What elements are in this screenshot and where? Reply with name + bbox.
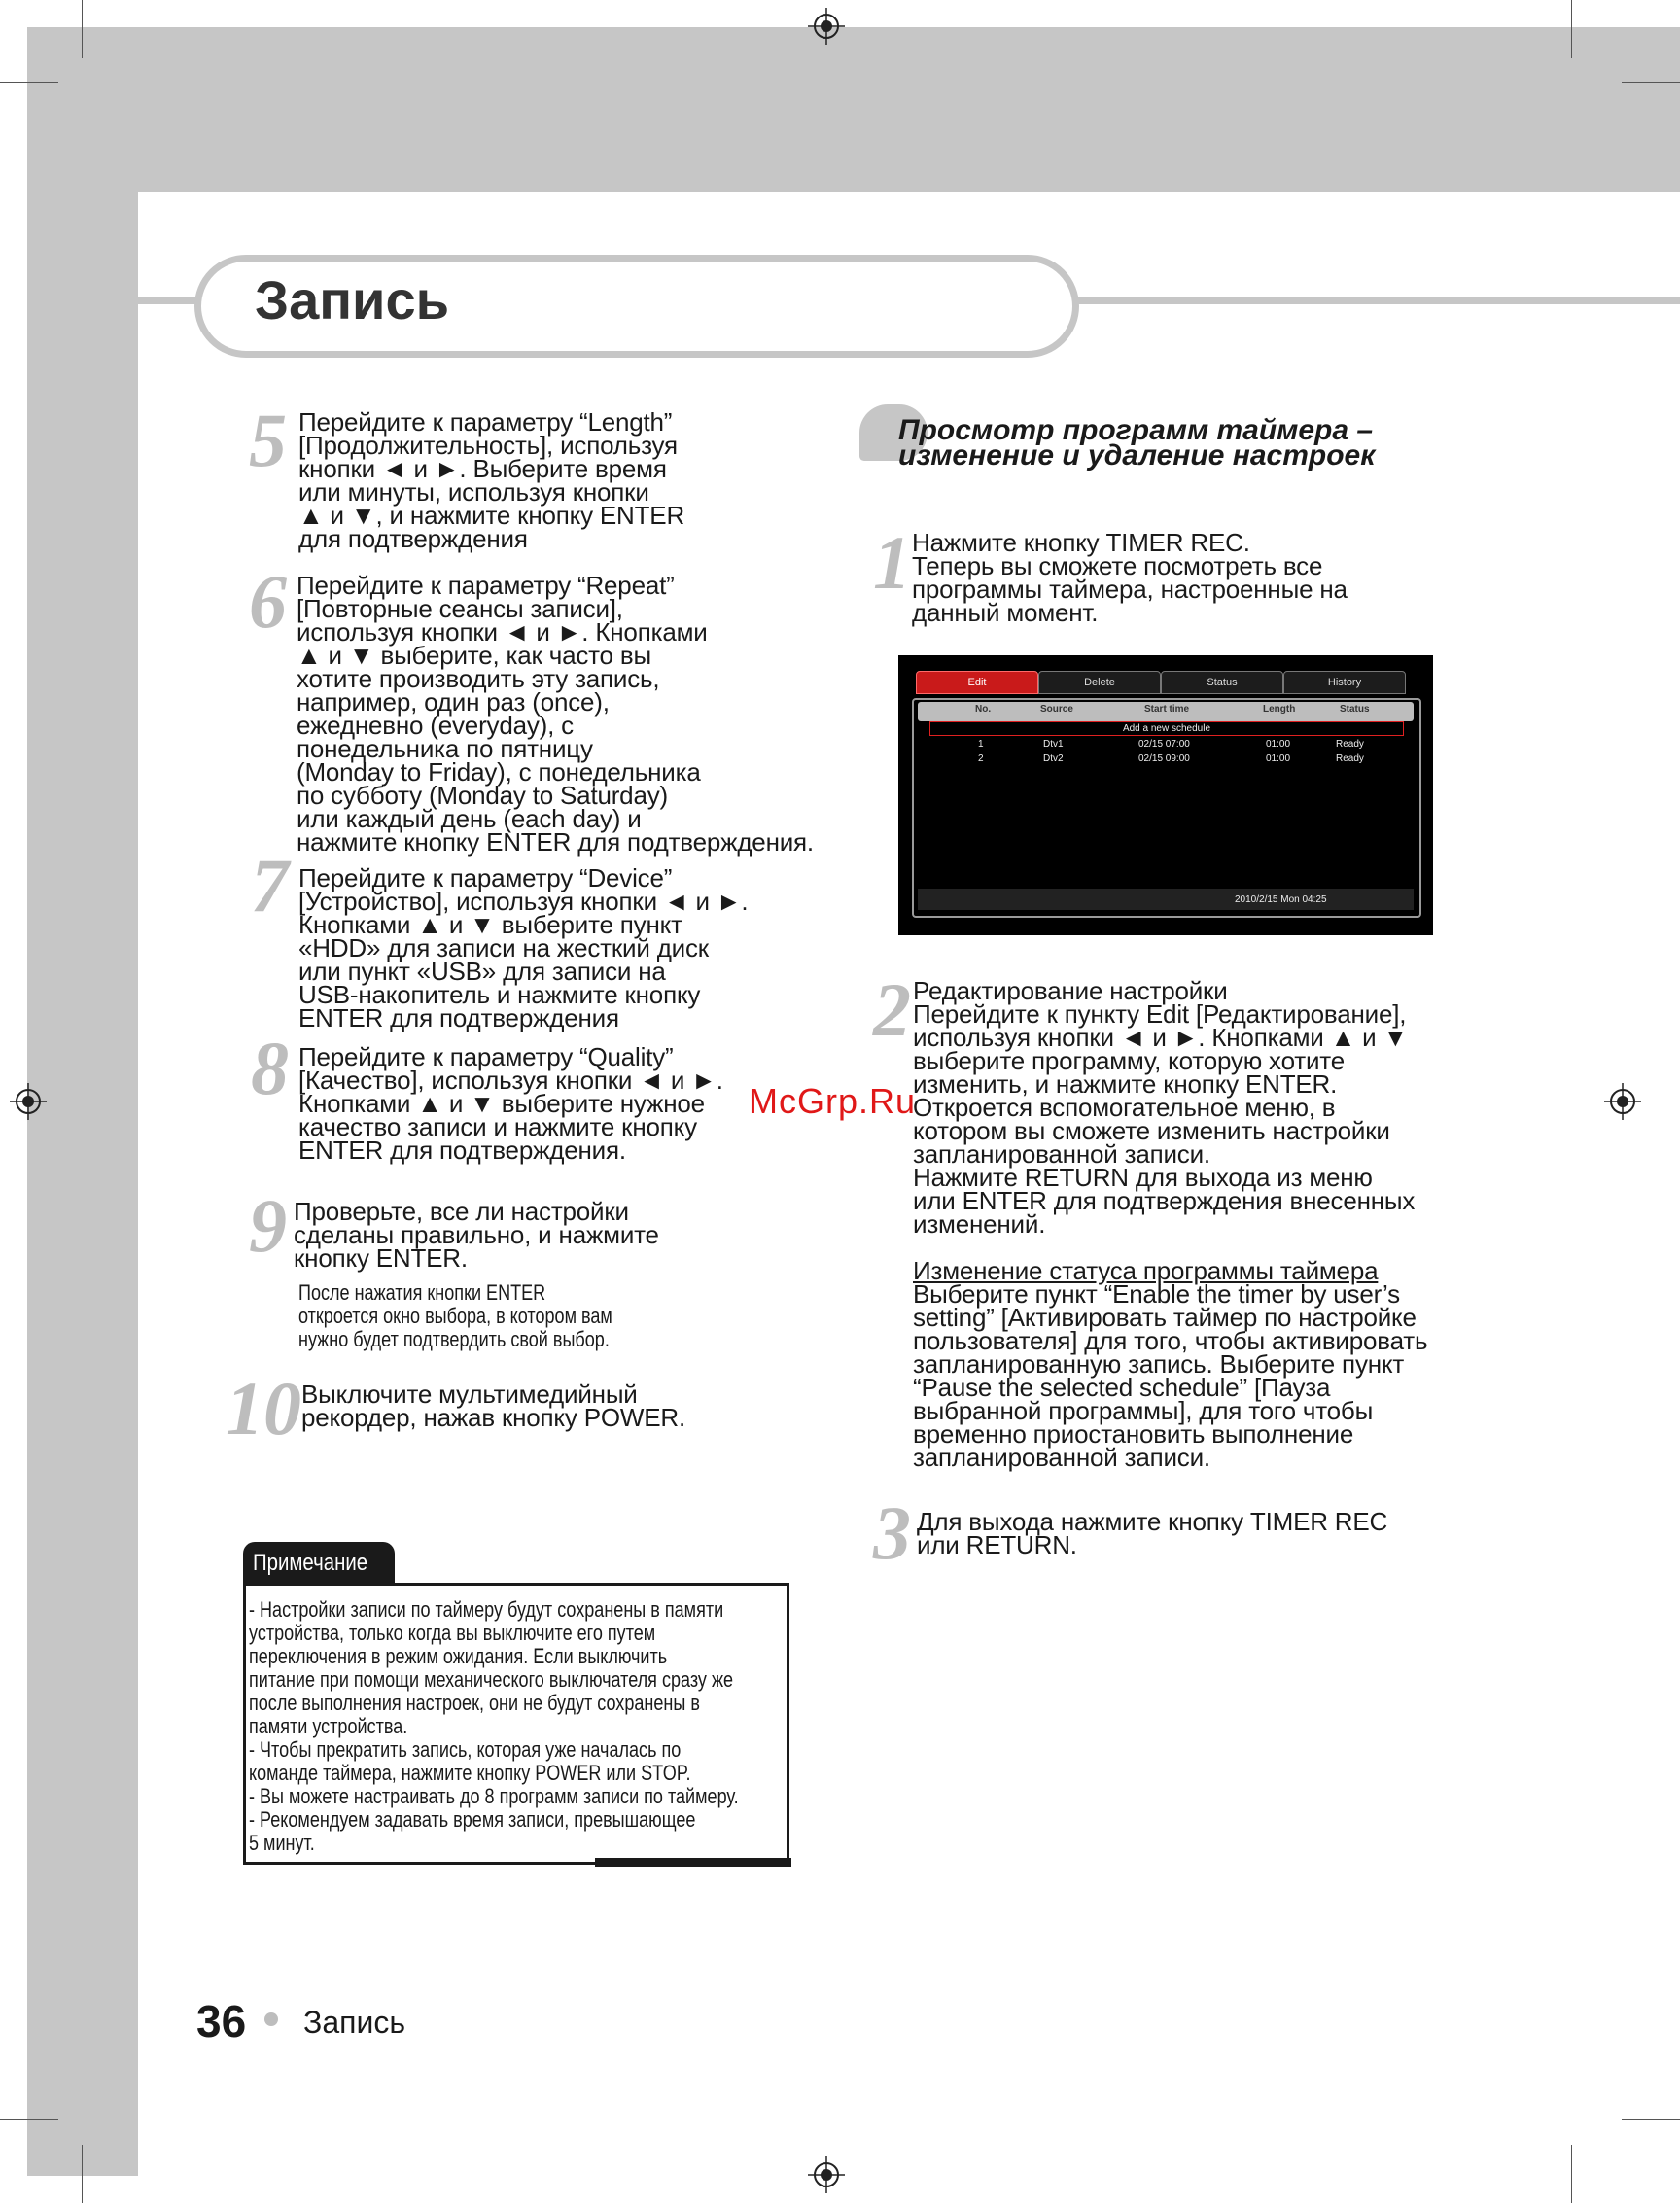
- registration-mark-icon: [808, 8, 845, 45]
- status-heading: Изменение статуса программы таймера: [913, 1256, 1379, 1285]
- page-title: Запись: [255, 269, 450, 331]
- status-text: Выберите пункт “Enable the timer by user’s setting” [Активировать таймер по настройке пользователя] для того, чтобы активировать запланированную запись. Выберите пункт “Pause the selected schedule” [Пауза выбранной программы], для того чтобы временно приостановить выполнение запланированной записи.: [913, 1279, 1428, 1472]
- column-no: No.: [975, 704, 992, 715]
- tab-history[interactable]: History: [1283, 671, 1406, 694]
- step-number: 5: [249, 398, 287, 482]
- add-schedule-row[interactable]: Add a new schedule: [929, 721, 1404, 736]
- note-label: [243, 1542, 395, 1585]
- tab-edit[interactable]: Edit: [916, 671, 1038, 694]
- table-cell: 02/15 07:00: [1138, 739, 1190, 750]
- section-title: Просмотр программ таймера – изменение и удаление настроек: [898, 414, 1376, 472]
- title-rule-left: [138, 297, 196, 304]
- step-text: Перейдите к параметру “Device” [Устройство], используя кнопки ◄ и ►. Кнопками ▲ и ▼ выберите пункт «HDD» для записи на жесткий диск или пункт «USB» для записи на USB-накопитель и нажмите кнопку ENTER для подтверждения: [298, 863, 749, 1032]
- column-start-time: Start time: [1144, 704, 1190, 715]
- crop-mark: [82, 0, 83, 58]
- step-subnote: После нажатия кнопки ENTER откроется окно выбора, в котором вам нужно будет подтвердить свой выбор.: [298, 1280, 612, 1351]
- step-number: 9: [249, 1183, 287, 1268]
- step-text: Для выхода нажмите кнопку TIMER REC или RETURN.: [917, 1507, 1388, 1559]
- step-number: 10: [226, 1366, 301, 1451]
- note-label-text: Примечание: [253, 1550, 368, 1576]
- title-rule-right: [1069, 297, 1680, 304]
- page-number: 36: [196, 1996, 247, 2046]
- note-box-accent: [595, 1858, 791, 1867]
- step-number: 3: [873, 1490, 911, 1575]
- table-cell: 01:00: [1266, 739, 1291, 750]
- note-item: - Рекомендуем задавать время записи, превышающее 5 минут.: [249, 1807, 696, 1855]
- crop-mark: [1571, 2145, 1572, 2203]
- step-text: Нажмите кнопку TIMER REC. Теперь вы сможете посмотреть все программы таймера, настроенные на данный момент.: [912, 528, 1348, 627]
- registration-mark-icon: [10, 1083, 47, 1120]
- crop-mark: [1622, 82, 1680, 83]
- crop-mark: [1571, 0, 1572, 58]
- step-text: Перейдите к параметру “Quality” [Качество], используя кнопки ◄ и ►. Кнопками ▲ и ▼ выберите нужное качество записи и нажмите кнопку ENTER для подтверждения.: [298, 1042, 723, 1165]
- step-text: Выключите мультимедийный рекордер, нажав кнопку POWER.: [301, 1380, 685, 1432]
- step-number: 8: [251, 1026, 289, 1110]
- watermark: McGrp.Ru: [749, 1081, 917, 1121]
- step-number: 7: [251, 843, 289, 927]
- crop-mark: [0, 2119, 58, 2120]
- step-text: Перейдите к параметру “Repeat” [Повторные сеансы записи], используя кнопки ◄ и ►. Кнопками ▲ и ▼ выберите, как часто вы хотите производить эту запись, например, один раз (once), ежедневно (everyday), с понедельника по пятницу (Monday to Friday), с понедельника по субботу (Monday to Saturday) или каждый день (each day) и нажмите кнопку ENTER для подтверждения.: [297, 571, 814, 857]
- step-text: Перейдите к параметру “Length” [Продолжительность], используя кнопки ◄ и ►. Выберите время или минуты, используя кнопки ▲ и ▼, и нажмите кнопку ENTER для подтверждения: [298, 407, 685, 553]
- screen-clock: 2010/2/15 Mon 04:25: [1235, 894, 1327, 905]
- table-cell: 02/15 09:00: [1138, 753, 1190, 764]
- step-number: 6: [249, 559, 287, 644]
- header-gray-band: [27, 27, 1680, 192]
- note-item: - Настройки записи по таймеру будут сохранены в памяти устройства, только когда вы выключите его путем переключения в режим ожидания. Если выключить питание при помощи механического выключателя сразу же после выполнения настроек, они не будут сохранены в памяти устройства.: [249, 1597, 734, 1738]
- table-cell: 01:00: [1266, 753, 1291, 764]
- step-number: 1: [873, 520, 911, 605]
- registration-mark-icon: [1604, 1083, 1641, 1120]
- footer-section-label: Запись: [303, 2005, 405, 2040]
- table-cell: Dtv1: [1043, 739, 1064, 750]
- tab-status[interactable]: Status: [1161, 671, 1283, 694]
- table-cell: 2: [978, 753, 984, 764]
- table-cell: Dtv2: [1043, 753, 1064, 764]
- step-text: Проверьте, все ли настройки сделаны правильно, и нажмите кнопку ENTER.: [294, 1197, 659, 1273]
- note-item: - Чтобы прекратить запись, которая уже началась по команде таймера, нажмите кнопку POWER или STOP.: [249, 1737, 691, 1785]
- crop-mark: [82, 2145, 83, 2203]
- step-number: 2: [873, 967, 911, 1052]
- step-text: Редактирование настройки Перейдите к пункту Edit [Редактирование], используя кнопки ◄ и ►. Кнопками ▲ и ▼ выберите программу, которую хотите изменить, и нажмите кнопку ENTER. Откроется вспомогательное меню, в котором вы сможете изменить настройки запланированной записи. Нажмите RETURN для выхода из меню или ENTER для подтверждения внесенных изменений.: [913, 976, 1416, 1239]
- tab-delete[interactable]: Delete: [1038, 671, 1161, 694]
- column-source: Source: [1040, 704, 1073, 715]
- crop-mark: [0, 82, 58, 83]
- crop-mark: [1622, 2119, 1680, 2120]
- table-cell: Ready: [1336, 753, 1364, 764]
- table-cell: 1: [978, 739, 984, 750]
- page-dot: [264, 2012, 278, 2026]
- column-length: Length: [1263, 704, 1296, 715]
- table-cell: Ready: [1336, 739, 1364, 750]
- registration-mark-icon: [808, 2156, 845, 2193]
- screen-footer-bar: [918, 889, 1414, 910]
- column-status: Status: [1340, 704, 1370, 715]
- note-item: - Вы можете настраивать до 8 программ записи по таймеру.: [249, 1784, 739, 1808]
